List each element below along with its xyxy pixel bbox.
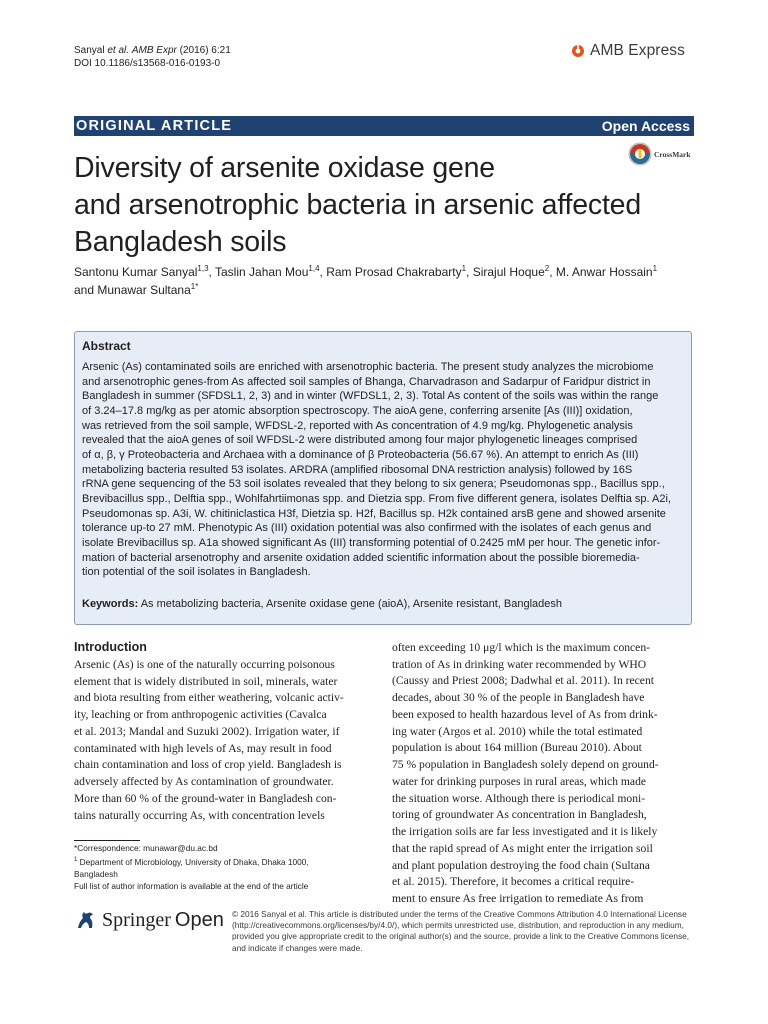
author-list: [74, 264, 704, 299]
body-line: the irrigation soils are far less investigated and it is likely: [392, 825, 658, 839]
body-line: toring of groundwater As concentration in Bangladesh,: [392, 808, 647, 822]
author-name[interactable]: M. Anwar Hossain: [555, 265, 653, 279]
body-line: that the rapid spread of As might enter the irrigation soil: [392, 841, 653, 855]
author-affiliation: 1*: [190, 281, 199, 291]
springer-open-logo[interactable]: [74, 908, 224, 932]
title-line: Bangladesh soils: [74, 226, 287, 258]
body-line: tains naturally occurring As, with concentration levels: [74, 808, 325, 822]
license-line: and indicate if changes were made.: [232, 942, 363, 953]
citation-etal: et al.: [107, 45, 130, 56]
body-line: tration of As in drinking water recommended by WHO: [392, 657, 647, 671]
crossmark-label: CrossMark: [654, 149, 691, 159]
abstract-line: revealed that the aioA genes of soil WFDSL-2 were distributed among four major phylogenetic lineages comprised: [82, 434, 638, 447]
license-line: © 2016 Sanyal et al. This article is distributed under the terms of the Creative Commons Attribution 4.0 International License: [232, 909, 687, 919]
author-name[interactable]: Santonu Kumar Sanyal: [74, 265, 198, 279]
publisher-suffix: Open: [174, 908, 224, 931]
abstract-line: metabolizing bacteria resulted 53 isolates. ARDRA (amplified ribosomal DNA restriction analysis) followed by 16S: [82, 463, 633, 476]
body-line: Arsenic (As) is one of the naturally occurring poisonous: [74, 658, 335, 671]
citation-block: [74, 44, 231, 70]
abstract-line: mation of bacterial arsenotrophy and arsenite oxidation added scientific information about the possible bioremedia-: [82, 551, 640, 564]
article-type-banner: [74, 116, 694, 136]
abstract-line: was retrieved from the soil sample, WFDSL-2, reported with As concentration of 4.9 mg/kg. Phylogenetic analysis: [82, 419, 633, 432]
body-line: 75 % population in Bangladesh solely depend on ground-: [392, 758, 659, 772]
body-line: chain contamination and loss of crop yield. Bangladesh is: [74, 758, 342, 772]
abstract-line: and arsenotrophic genes-from As affected soil samples of Bhanga, Charvadrason and Sadarpur of Faridpur district in: [82, 375, 651, 388]
doi[interactable]: DOI 10.1186/s13568-016-0193-0: [74, 58, 221, 69]
keywords-text: As metabolizing bacteria, Arsenite oxidase gene (aioA), Arsenite resistant, Bangladesh: [140, 598, 563, 610]
title-line: Diversity of arsenite oxidase gene: [74, 152, 495, 184]
body-line: and biota resulting from either weathering, volcanic activ-: [74, 691, 344, 705]
author-affiliation: 1,3: [197, 264, 209, 273]
affiliation-text: Department of Microbiology, University of Dhaka, Dhaka 1000,: [77, 856, 309, 867]
body-line: (Caussy and Priest 2008; Dadwhal et al. 2011). In recent: [392, 674, 654, 688]
abstract-line: Bangladesh in summer (SFDSL1, 2, 3) and in winter (WFDSL1, 2, 3). Total As content of the soils was within the range: [82, 390, 659, 403]
publisher-name: Springer: [102, 908, 171, 931]
springer-horse-icon: [74, 908, 98, 932]
author-line: Santonu Kumar Sanyal$^{1,3}$, Taslin Jahan Mou$^{1,4}$, Ram Prosad Chakrabarty$^1$, Sirajul Hoque$^2$, M. Anwar Hossain$^1$: [74, 264, 658, 279]
title-line: and arsenotrophic bacteria in arsenic affected: [74, 189, 641, 221]
journal-name: AMB Express: [590, 42, 685, 59]
article-type-label: ORIGINAL ARTICLE: [76, 118, 233, 134]
license-line[interactable]: (http://creativecommons.org/licenses/by/4.0/), which permits unrestricted use, distribution, and reproduction in any medium,: [232, 920, 684, 931]
abstract-line: Pseudomonas sp. A3i, W. chitiniclastica H3f, Dietzia sp. H2f, Bacillus sp. H2k contained arsB gene and showed arsenite: [82, 507, 666, 520]
license-line: provided you give appropriate credit to the original author(s) and the source, provide a link to the Creative Commons license,: [232, 931, 690, 942]
body-line: More than 60 % of the ground-water in Bangladesh con-: [74, 791, 337, 805]
body-line: et al. 2013; Mandal and Suzuki 2002). Irrigation water, if: [74, 724, 340, 738]
abstract-line: isolate Brevibacillus sp. A1a showed significant As (III) transforming potential of 0.2425 mM per hour. The genetic infor-: [82, 536, 661, 549]
body-line: adversely affected by As contamination of groundwater.: [74, 775, 334, 789]
body-line: contaminated with high levels of As, may result in food: [74, 741, 332, 755]
author-name[interactable]: Sirajul Hoque: [472, 265, 545, 279]
affiliation-text: Bangladesh: [74, 868, 118, 879]
abstract-text: [82, 360, 686, 580]
abstract-heading: Abstract: [82, 339, 131, 353]
author-affiliation: 1: [461, 264, 467, 273]
body-line: and plant population destroying the food chain (Sultana: [392, 858, 650, 872]
author-affiliation: 2: [544, 264, 550, 273]
open-access-label[interactable]: Open Access: [601, 118, 690, 134]
abstract-line: tion potential of the soil isolates in Bangladesh.: [82, 566, 311, 579]
body-line: ment to ensure As free irrigation to remediate As from: [392, 892, 644, 906]
keywords-label: Keywords:: [82, 598, 139, 610]
body-line: ity, leaching or from anthropogenic activities (Cavalca: [74, 708, 327, 722]
body-line: population is about 164 million (Bureau 2010). About: [392, 741, 642, 755]
affiliation-footnote: [74, 854, 309, 868]
body-line: water for drinking purposes in rural areas, which made: [392, 774, 647, 788]
author-connector: and: [74, 282, 95, 297]
citation-year-volume: (2016) 6:21: [179, 45, 231, 56]
author-name[interactable]: Ram Prosad Chakrabarty: [326, 265, 462, 279]
body-line: the situation worse. Although there is periodical moni-: [392, 791, 646, 805]
citation-journal: AMB Expr: [131, 45, 177, 56]
author-affiliation: 1,4: [308, 264, 320, 273]
abstract-line: rRNA gene sequencing of the 53 soil isolates revealed that they belong to six genera; Pseudomonas spp., Bacillus spp.,: [82, 478, 665, 491]
introduction-heading: Introduction: [74, 640, 147, 654]
abstract-line: Brevibacillus spp., Delftia spp., Wohlfahrtiimonas spp. and Dietzia spp. From five different genera, isolates Delftia sp. A2i,: [82, 492, 671, 505]
abstract-line: of 3.24–17.8 mg/kg as per atomic absorption spectroscopy. The aioA gene, conferring arsenite [As (III)] oxidation,: [82, 404, 633, 417]
amb-express-logo-icon: [572, 45, 584, 57]
author-info-note: Full list of author information is available at the end of the article: [74, 880, 309, 891]
keywords: [82, 597, 562, 611]
journal-brand[interactable]: [572, 42, 685, 60]
footnote-divider: [74, 840, 140, 841]
license-text: [232, 909, 702, 954]
body-line: been exposed to health hazardous level of As from drink-: [392, 707, 658, 721]
abstract-line: tolerance up-to 27 mM. Phenotypic As (III) oxidation potential was also confirmed with the isolates of each genus and: [82, 522, 652, 535]
body-column-left: [74, 657, 374, 824]
abstract-line: Arsenic (As) contaminated soils are enriched with arsenotrophic bacteria. The present study analyzes the microbiome: [82, 361, 654, 373]
citation-authors: Sanyal: [74, 45, 105, 56]
body-column-right: [392, 640, 694, 908]
abstract-line: of α, β, γ Proteobacteria and Archaea with a dominance of β Proteobacteria (56.67 %). An attempt to enrich As (III): [82, 448, 639, 461]
author-line: [74, 282, 704, 300]
author-name[interactable]: Munawar Sultana: [97, 282, 191, 297]
author-affiliation: 1: [652, 264, 658, 273]
footnotes: [74, 842, 309, 892]
body-line: decades, about 30 % of the people in Bangladesh have: [392, 691, 645, 705]
article-title: [74, 150, 674, 261]
body-line: element that is widely distributed in soil, minerals, water: [74, 674, 338, 688]
body-line: ing water (Argos et al. 2010) while the total estimated: [392, 724, 643, 738]
author-name[interactable]: Taslin Jahan Mou: [215, 265, 309, 279]
body-line: et al. 2015). Therefore, it becomes a critical require-: [392, 875, 635, 889]
affiliation-number: 1: [74, 857, 78, 863]
citation-line: [74, 44, 231, 57]
correspondence-footnote[interactable]: *Correspondence: munawar@du.ac.bd: [74, 843, 218, 853]
body-line: often exceeding 10 μg/l which is the maximum concen-: [392, 641, 650, 654]
